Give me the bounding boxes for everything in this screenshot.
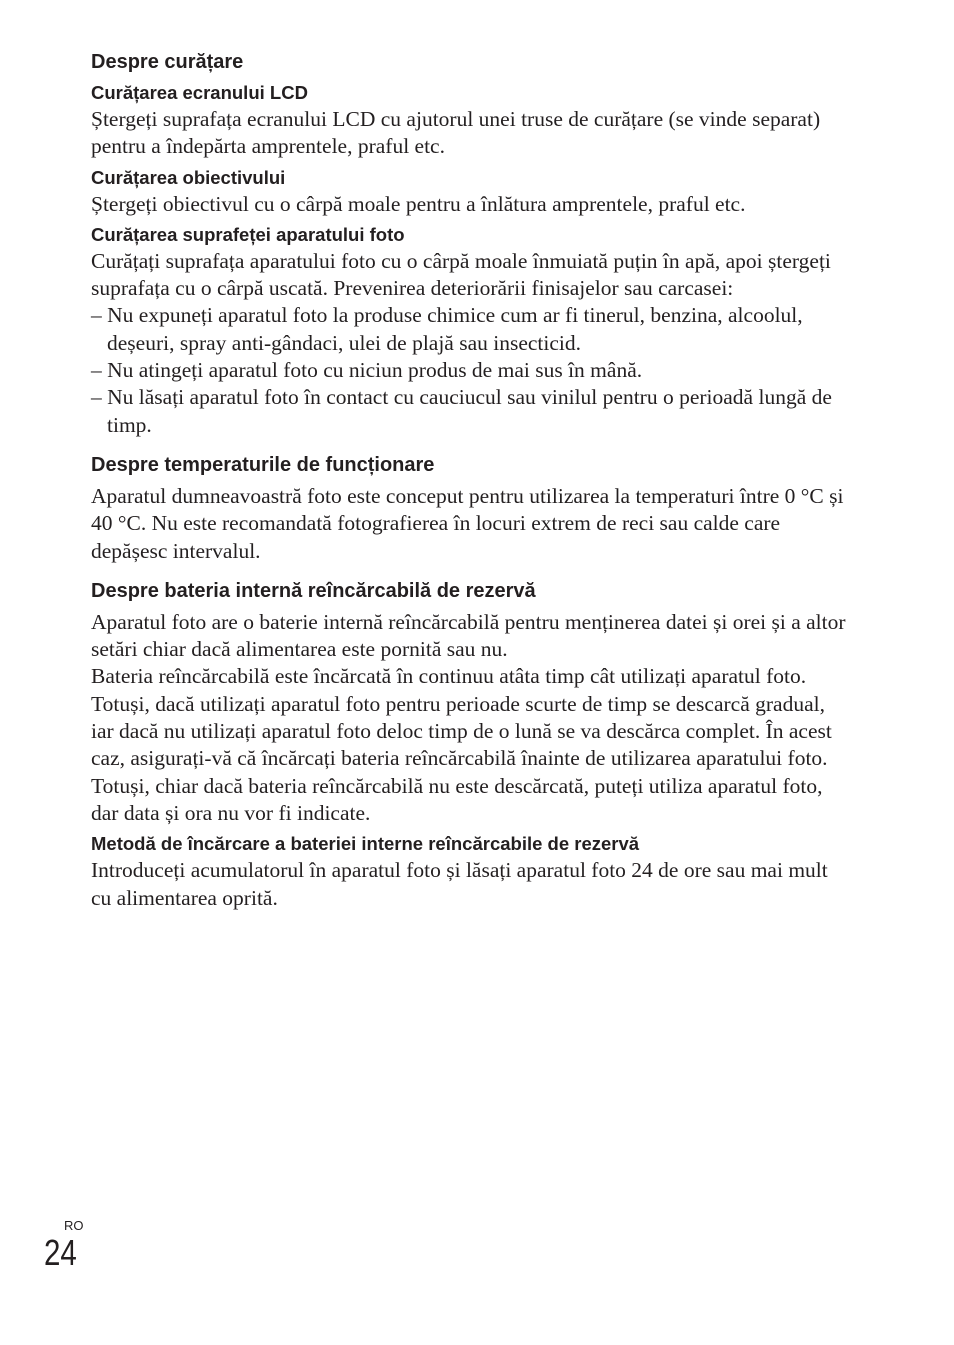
section-title-cleaning: Despre curățare	[91, 51, 244, 73]
page-number: 24	[44, 1232, 77, 1273]
section-title-temperature: Despre temperaturile de funcționare	[91, 453, 435, 476]
paragraph-battery-2: Bateria reîncărcabilă este încărcată în continuu atâta timp cât utilizați aparatul foto. Totuși, dacă utilizați aparatul foto pentru perioade scurte de timp se descarcă gradual, iar dacă nu utilizați aparatul foto deloc timp de o lună se va descărca complet. În acest caz, asigurați-vă că încărcați bateria reîncărcabilă înainte de utilizarea aparatului foto.	[91, 664, 832, 771]
subsection-title-lens: Curățarea obiectivului	[91, 166, 286, 188]
precautions-list	[91, 302, 851, 438]
section-title-battery: Despre bateria internă reîncărcabilă de rezervă	[91, 579, 536, 602]
subsection-title-charging-method: Metodă de încărcare a bateriei interne reîncărcabile de rezervă	[91, 833, 640, 855]
paragraph-battery-1: Aparatul foto are o baterie internă reîncărcabilă pentru menținerea datei și orei și a altor setări chiar dacă alimentarea este pornită sau nu.	[91, 609, 846, 662]
subsection-title-surface: Curățarea suprafeței aparatului foto	[91, 223, 405, 245]
page-language-label: RO	[64, 1218, 84, 1233]
paragraph-lens: Ștergeți obiectivul cu o cârpă moale pentru a înlătura amprentele, praful etc.	[91, 191, 746, 216]
list-item: – Nu expuneți aparatul foto la produse chimice cum ar fi tinerul, benzina, alcoolul, deșeuri, spray anti-gândaci, ulei de plajă sau insecticid.	[91, 303, 803, 355]
list-item: – Nu lăsați aparatul foto în contact cu cauciucul sau vinilul pentru o perioadă lungă de timp.	[91, 385, 832, 437]
list-item: – Nu atingeți aparatul foto cu niciun produs de mai sus în mână.	[91, 358, 643, 383]
paragraph-temperature: Aparatul dumneavoastră foto este conceput pentru utilizarea la temperaturi între 0 °C și 40 °C. Nu este recomandată fotografierea în locuri extrem de reci sau calde care depășesc intervalul.	[91, 483, 844, 563]
subsection-title-lcd: Curățarea ecranului LCD	[91, 82, 308, 103]
paragraph-surface: Curățați suprafața aparatului foto cu o cârpă moale înmuiată puțin în apă, apoi ștergeți suprafața cu o cârpă uscată. Prevenirea deteriorării finisajelor sau carcasei:	[91, 248, 831, 301]
paragraph-lcd: Ștergeți suprafața ecranului LCD cu ajutorul unei truse de curățare (se vinde separat) pentru a îndepărta amprentele, praful etc.	[91, 107, 821, 159]
paragraph-charging-method: Introduceți acumulatorul în aparatul foto și lăsați aparatul foto 24 de ore sau mai mult cu alimentarea oprită.	[91, 858, 828, 910]
paragraph-battery-3: Totuși, chiar dacă bateria reîncărcabilă nu este descărcată, puteți utiliza aparatul foto, dar data și ora nu vor fi indicate.	[91, 773, 823, 825]
page-content	[91, 48, 851, 916]
